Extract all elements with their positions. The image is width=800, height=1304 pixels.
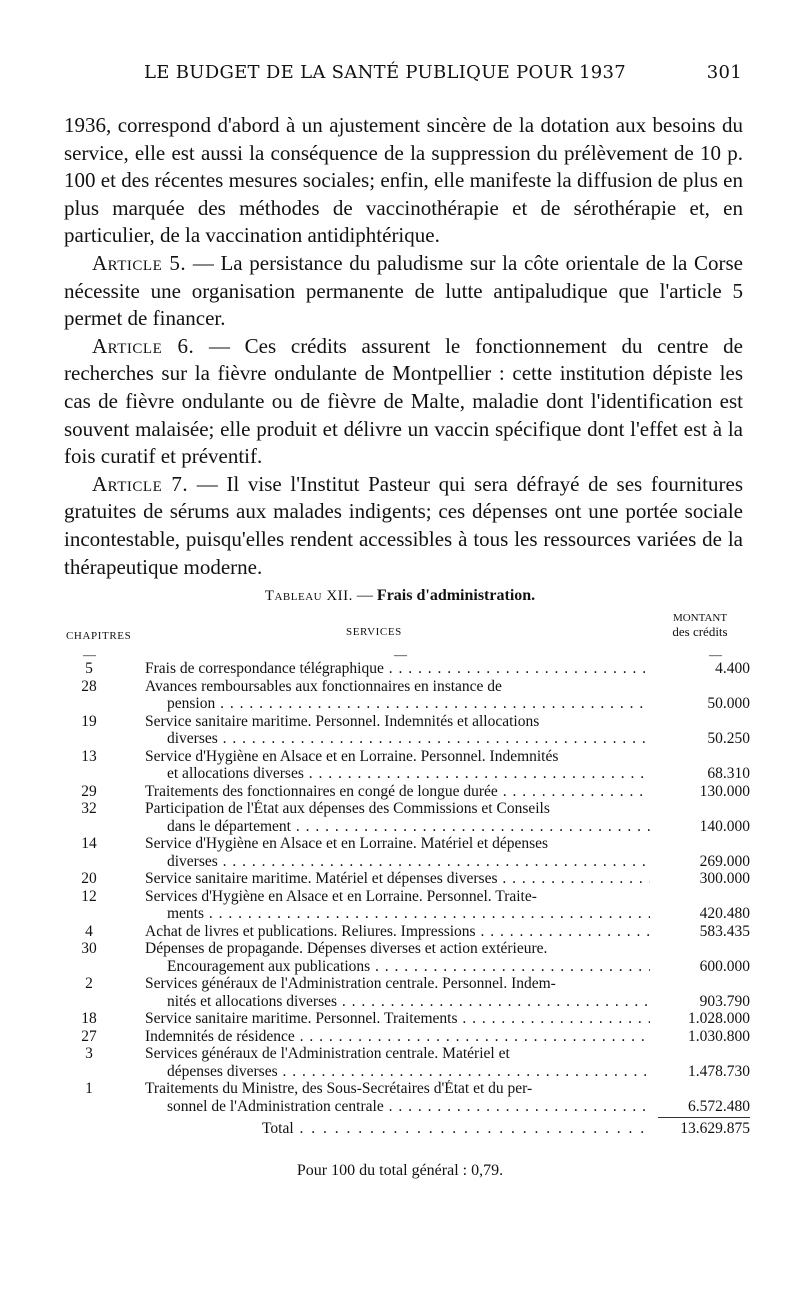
montant-cell: 50.000 — [707, 695, 750, 712]
montant-cell: 50.250 — [707, 730, 750, 747]
service-line: diverses . . . — [145, 853, 650, 871]
montant-cell: 420.480 — [699, 905, 750, 922]
service-line: Services d'Hygiène en Alsace et en Lorraine. Personnel. Traite- — [145, 887, 537, 905]
service-cell — [145, 835, 650, 870]
service-cell — [145, 1010, 650, 1028]
header-dash: — — [709, 647, 722, 662]
total-value: 13.629.875 — [680, 1120, 750, 1137]
montant-cell: 300.000 — [699, 870, 750, 887]
table-row — [66, 835, 750, 870]
chapitre-cell: 32 — [81, 800, 97, 817]
service-line: et allocations diverses . . . — [145, 765, 650, 783]
chapitre-cell: 30 — [81, 940, 97, 957]
credits-label: des crédits — [672, 624, 728, 639]
chapitre-cell: 13 — [81, 747, 97, 765]
paragraph-text: — La persistance du paludisme sur la côte orientale de la Corse nécessite une organisation permanente de lutte antipaludique que l'article 5 permet de financer. — [64, 250, 743, 331]
montant-cell: 1.478.730 — [688, 1062, 750, 1080]
service-cell — [145, 1080, 650, 1115]
service-line: Avances remboursables aux fonctionnaires en instance de — [145, 677, 502, 695]
service-cell — [145, 888, 650, 923]
chapitre-cell: 1 — [85, 1080, 93, 1097]
total-label: Total . . . — [262, 1119, 650, 1139]
service-line: Service d'Hygiène en Alsace et en Lorraine. Personnel. Indemnités — [145, 747, 559, 765]
chapitre-cell: 28 — [81, 677, 97, 695]
service-cell — [145, 923, 650, 941]
paragraph-article-7 — [64, 471, 743, 581]
article-label: Article 7. — [92, 471, 189, 496]
service-cell — [145, 1028, 650, 1046]
chapitre-cell: 5 — [85, 660, 93, 677]
paragraph-article-5 — [64, 250, 743, 333]
service-cell — [145, 800, 650, 835]
service-line: Participation de l'État aux dépenses des Commissions et Conseils — [145, 800, 550, 817]
chapitre-cell: 3 — [85, 1045, 93, 1062]
service-cell — [145, 660, 650, 678]
table-row — [66, 923, 750, 941]
article-label: Article 6. — [92, 333, 195, 358]
montant-cell: 903.790 — [699, 992, 750, 1010]
service-line: ments . . . — [145, 905, 650, 923]
table-row — [66, 783, 750, 801]
total-row — [66, 1119, 750, 1139]
service-line: Achat de livres et publications. Reliures. Impressions . . . — [145, 923, 650, 941]
service-line: Services généraux de l'Administration centrale. Matériel et — [145, 1045, 510, 1062]
paragraph — [64, 112, 743, 250]
service-cell — [145, 870, 650, 888]
service-line: Traitements du Ministre, des Sous-Secrétaires d'État et du per- — [145, 1080, 533, 1097]
montant-cell: 600.000 — [699, 957, 750, 975]
table-row — [66, 940, 750, 975]
chapitre-cell: 14 — [81, 835, 97, 852]
table-row — [66, 800, 750, 835]
service-cell — [145, 1045, 650, 1080]
page-number: 301 — [706, 62, 742, 83]
paragraph-text: 1936, correspond d'abord à un ajustement sincère de la dotation aux besoins du service, elle est aussi la conséquence de la suppression du prélèvement de 10 p. 100 et des récentes mesures sociales; enfin, elle manifeste la diffusion de plus en plus marquée des méthodes de vaccinothérapie et de sérothérapie et, en particulier, de la vaccination antidiphtérique. — [64, 113, 743, 248]
montant-cell: 1.028.000 — [688, 1010, 750, 1027]
column-header-montant — [650, 612, 750, 640]
table-row — [66, 888, 750, 923]
table-row — [66, 870, 750, 888]
service-line: Service sanitaire maritime. Matériel et dépenses diverses . . . — [145, 870, 650, 888]
total-rule — [658, 1117, 750, 1118]
table-row — [66, 975, 750, 1010]
montant-cell: 130.000 — [699, 782, 750, 800]
service-line: Dépenses de propagande. Dépenses diverses et action extérieure. — [145, 940, 548, 957]
service-cell — [145, 940, 650, 975]
service-cell — [145, 713, 650, 748]
service-line: Indemnités de résidence . . . — [145, 1028, 650, 1046]
table-row — [66, 1045, 750, 1080]
montant-cell: 68.310 — [707, 765, 750, 782]
table-header — [66, 612, 750, 662]
service-line: Service sanitaire maritime. Personnel. Traitements . . . — [145, 1010, 650, 1028]
montant-cell: 1.030.800 — [688, 1027, 750, 1045]
service-line: dépenses diverses . . . — [145, 1063, 650, 1081]
montant-cell: 6.572.480 — [688, 1097, 750, 1115]
service-line: diverses . . . — [145, 730, 650, 748]
chapitre-cell: 29 — [81, 782, 97, 800]
table-title: Frais d'administration. — [376, 587, 536, 604]
caption-dash: — — [352, 587, 377, 604]
chapitre-cell: 27 — [81, 1027, 97, 1045]
running-title: LE BUDGET DE LA SANTÉ PUBLIQUE POUR 1937 — [144, 62, 626, 83]
service-line: Frais de correspondance télégraphique . . . — [145, 660, 650, 678]
service-cell — [145, 678, 650, 713]
service-line: dans le département . . . — [145, 818, 650, 836]
service-cell — [145, 748, 650, 783]
montant-cell: 140.000 — [699, 817, 750, 835]
column-header-services: SERVICES — [346, 626, 402, 638]
chapitre-cell: 2 — [85, 975, 93, 992]
table-row — [66, 748, 750, 783]
service-line: Traitements des fonctionnaires en congé de longue durée . . . — [145, 783, 650, 801]
chapitre-cell: 12 — [81, 887, 97, 905]
service-line: sonnel de l'Administration centrale . . . — [145, 1098, 650, 1116]
service-cell — [145, 975, 650, 1010]
header-dash: — — [83, 647, 96, 662]
montant-cell: 583.435 — [699, 922, 750, 940]
chapitre-cell: 18 — [81, 1010, 97, 1027]
service-line: Service sanitaire maritime. Personnel. Indemnités et allocations — [145, 712, 540, 730]
service-line: Service d'Hygiène en Alsace et en Lorraine. Matériel et dépenses — [145, 835, 549, 852]
table-row — [66, 1028, 750, 1046]
table-row — [66, 660, 750, 678]
chapitre-cell: 20 — [81, 870, 97, 887]
chapitre-cell: 19 — [81, 712, 97, 730]
table-row — [66, 713, 750, 748]
table-label: Tableau XII. — [264, 588, 353, 604]
montant-label: MONTANT — [672, 612, 728, 624]
paragraph-article-6 — [64, 333, 743, 471]
service-line: nités et allocations diverses . . . — [145, 993, 650, 1011]
montant-cell: 4.400 — [715, 660, 750, 677]
paragraph-text: — Il vise l'Institut Pasteur qui sera défrayé de ses fournitures gratuites de sérums aux malades indigents; ces dépenses ont une portée sociale incontestable, puisqu'elles rendent accessibles à tous les ressources variées de la thérapeutique moderne. — [64, 471, 743, 579]
table-row — [66, 1080, 750, 1115]
chapitre-cell: 4 — [85, 922, 93, 940]
service-line: Encouragement aux publications . . . — [145, 958, 650, 976]
table-body — [66, 660, 750, 1139]
montant-cell: 269.000 — [699, 852, 750, 870]
body-text — [64, 112, 743, 581]
table-row — [66, 1010, 750, 1028]
column-header-chapitres: CHAPITRES — [66, 630, 132, 642]
service-line: pension . . . — [145, 695, 650, 713]
table-caption — [0, 587, 800, 605]
service-cell — [145, 783, 650, 801]
footer-note: Pour 100 du total général : 0,79. — [296, 1162, 504, 1179]
article-label: Article 5. — [92, 250, 187, 275]
table-row — [66, 678, 750, 713]
header-dash: — — [394, 647, 407, 662]
service-line: Services généraux de l'Administration centrale. Personnel. Indem- — [145, 975, 556, 992]
paragraph-text: — Ces crédits assurent le fonctionnement du centre de recherches sur la fièvre ondulante de Montpellier : cette institution dépiste les cas de fièvre ondulante ou de fièvre de Malte, maladie dont l'identification est souvent malaisée; elle produit et délivre un vaccin spécifique dont l'effet est à la fois curatif et préventif. — [64, 333, 743, 469]
